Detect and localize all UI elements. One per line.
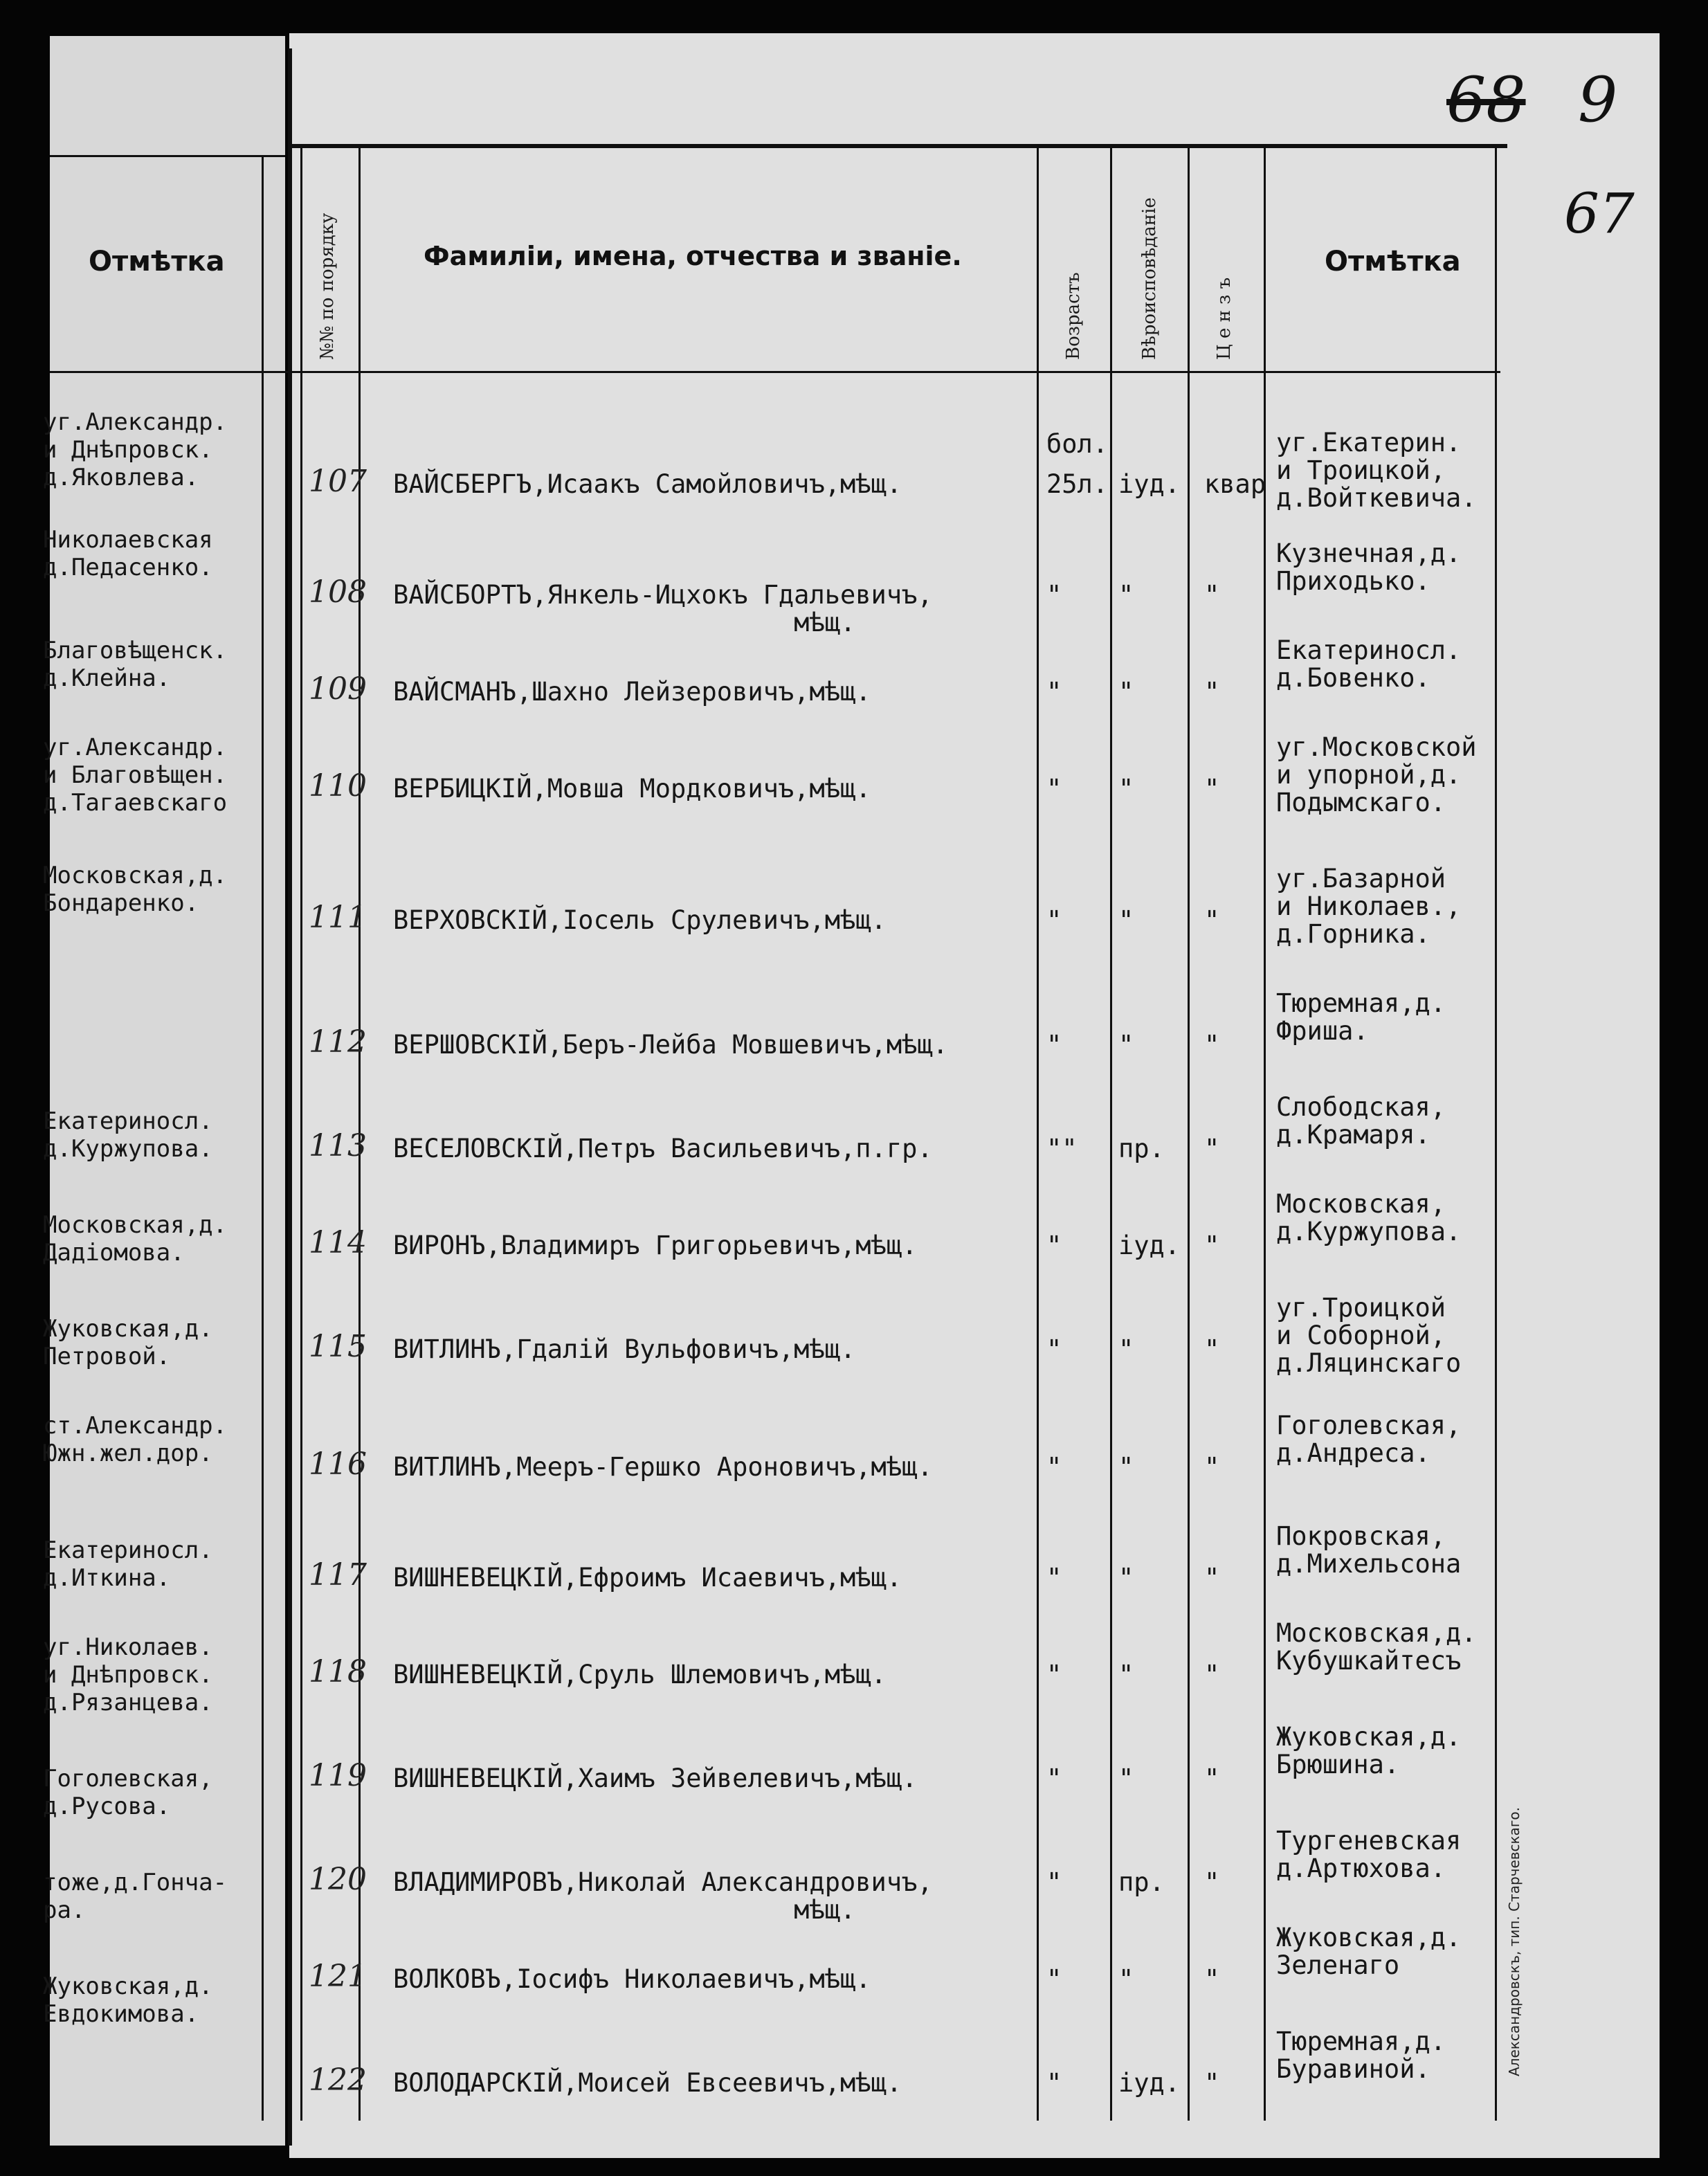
left-address: Жуковская,д.: [43, 1973, 213, 2000]
age-value: ": [1046, 1867, 1062, 1897]
left-address: и Благовѣщен.: [43, 761, 228, 789]
cens-value: ": [1204, 1764, 1220, 1793]
address-remark: д.Бовенко.: [1276, 663, 1430, 693]
rule-name-right: [1037, 148, 1039, 2121]
left-remark-header: Отмѣтка: [89, 246, 225, 278]
rule-religion-right: [1188, 148, 1190, 2121]
person-name: ВАЙСБОРТЪ,Янкель-Ицхокъ Гдальевичъ,: [393, 580, 933, 610]
left-address: и Днѣпровск.: [43, 436, 213, 464]
address-remark: д.Андреса.: [1276, 1438, 1430, 1468]
religion-value: іуд.: [1118, 2068, 1181, 2098]
row-number: 115: [309, 1329, 367, 1364]
left-address: ра.: [43, 1896, 86, 1924]
address-remark: Слободская,: [1276, 1092, 1446, 1122]
left-address: Благовѣщенск.: [43, 637, 228, 664]
row-number: 120: [309, 1862, 367, 1897]
address-remark: Тюремная,д.: [1276, 2027, 1446, 2056]
age-value: ": [1046, 1334, 1062, 1364]
address-remark: Покровская,: [1276, 1521, 1446, 1551]
left-address: уг.Николаев.: [43, 1633, 213, 1661]
address-remark: Буравиной.: [1276, 2054, 1430, 2084]
cens-value: ": [1204, 905, 1220, 935]
row-number: 121: [309, 1959, 367, 1994]
left-address: уг.Александр.: [43, 734, 228, 761]
address-remark: Тургеневская: [1276, 1826, 1462, 1856]
left-address: д.Тагаевскаго: [43, 789, 228, 817]
address-remark: Московская,: [1276, 1189, 1446, 1219]
row-number: 109: [309, 671, 367, 707]
number-column-header: №№ по порядку: [317, 212, 338, 360]
row-number: 111: [309, 900, 367, 935]
address-remark: Московская,д.: [1276, 1618, 1477, 1648]
age-value: ": [1046, 580, 1062, 610]
left-address: Жуковская,д.: [43, 1315, 213, 1343]
price-column-header: Ц е н з ъ: [1214, 277, 1235, 360]
left-top-rule: [50, 155, 285, 157]
address-remark: Брюшина.: [1276, 1750, 1400, 1779]
address-remark: Тюремная,д.: [1276, 988, 1446, 1018]
top-rule: [289, 144, 1507, 148]
person-name: ВАЙСМАНЪ,Шахно Лейзеровичъ,мѣщ.: [393, 677, 871, 707]
row-number: 113: [309, 1128, 367, 1163]
age-column-header: Возрастъ: [1063, 272, 1084, 360]
age-value: ": [1046, 905, 1062, 935]
age-value: ": [1046, 1764, 1062, 1793]
person-name: ВОЛОДАРСКІЙ,Моисей Евсеевичъ,мѣщ.: [393, 2068, 902, 2098]
cens-value: ": [1204, 1452, 1220, 1482]
religion-value: ": [1118, 677, 1134, 707]
cens-value: ": [1204, 1867, 1220, 1897]
left-address: ст.Александр.: [43, 1412, 228, 1440]
left-address: д.Клейна.: [43, 664, 171, 692]
religion-value: ": [1118, 1334, 1134, 1364]
cens-value: ": [1204, 1134, 1220, 1163]
left-address: д.Куржупова.: [43, 1135, 213, 1163]
person-name: мѣщ.: [393, 608, 856, 637]
religion-value: ": [1118, 1764, 1134, 1793]
row-number: 112: [309, 1024, 367, 1060]
person-name: ВИШНЕВЕЦКІЙ,Ефроимъ Исаевичъ,мѣщ.: [393, 1563, 902, 1593]
religion-column-header: Вѣроисповѣданіе: [1139, 197, 1160, 360]
row-number: 114: [309, 1225, 367, 1260]
address-remark: и Троицкой,: [1276, 455, 1446, 485]
person-name: ВЕРХОВСКІЙ,Іосель Срулевичъ,мѣщ.: [393, 905, 887, 935]
address-remark: Жуковская,д.: [1276, 1923, 1462, 1952]
left-address: д.Рязанцева.: [43, 1689, 213, 1716]
religion-value: ": [1118, 1030, 1134, 1060]
row-number: 117: [309, 1557, 367, 1593]
address-remark: д.Михельсона: [1276, 1549, 1462, 1579]
address-remark: и Соборной,: [1276, 1321, 1446, 1350]
left-address: д.Русова.: [43, 1793, 171, 1820]
person-name: ВЕРБИЦКІЙ,Мовша Мордковичъ,мѣщ.: [393, 774, 871, 804]
address-remark: Екатериносл.: [1276, 635, 1462, 665]
left-address: Екатериносл.: [43, 1536, 213, 1564]
cens-value: ": [1204, 580, 1220, 610]
left-address: Екатериносл.: [43, 1107, 213, 1135]
address-remark: уг.Базарной: [1276, 864, 1446, 894]
religion-value: ": [1118, 1964, 1134, 1994]
person-name: ВЕСЕЛОВСКІЙ,Петръ Васильевичъ,п.гр.: [393, 1134, 933, 1163]
cens-value: ": [1204, 774, 1220, 804]
person-name: ВИШНЕВЕЦКІЙ,Хаимъ Зейвелевичъ,мѣщ.: [393, 1764, 918, 1793]
person-name: ВИТЛИНЪ,Мееръ-Гершко Ароновичъ,мѣщ.: [393, 1452, 933, 1482]
religion-value: ": [1118, 1452, 1134, 1482]
rule-remark-right: [1495, 148, 1497, 2121]
name-column-header: Фамиліи, имена, отчества и званіе.: [424, 241, 962, 271]
left-address: д.Иткина.: [43, 1564, 171, 1592]
left-address: Московская,д.: [43, 1211, 228, 1239]
religion-value: ": [1118, 1660, 1134, 1689]
cens-value: ": [1204, 1231, 1220, 1260]
right-remark-header: Отмѣтка: [1325, 246, 1461, 278]
cens-value: ": [1204, 2068, 1220, 2098]
religion-value: іуд.: [1118, 1231, 1181, 1260]
religion-value: ": [1118, 580, 1134, 610]
age-value: ": [1046, 1964, 1062, 1994]
cens-value: ": [1204, 1334, 1220, 1364]
left-address: Гоголевская,: [43, 1765, 213, 1793]
address-remark: и упорной,д.: [1276, 760, 1462, 790]
age-value: "": [1046, 1134, 1078, 1163]
age-value: ": [1046, 1660, 1062, 1689]
previous-page-fragment: [50, 36, 285, 2146]
person-name: ВОЛКОВЪ,Іосифъ Николаевичъ,мѣщ.: [393, 1964, 871, 1994]
row-number: 118: [309, 1654, 367, 1689]
address-remark: и Николаев.,: [1276, 891, 1462, 921]
age-value: ": [1046, 1030, 1062, 1060]
address-remark: Приходько.: [1276, 566, 1430, 596]
left-address: Московская,д.: [43, 862, 228, 889]
address-remark: Кубушкайтесъ: [1276, 1646, 1462, 1676]
address-remark: д.Артюхова.: [1276, 1853, 1446, 1883]
cens-value: ": [1204, 1563, 1220, 1593]
address-remark: д.Войткевича.: [1276, 483, 1477, 513]
age-note: бол.: [1046, 429, 1109, 459]
cens-value: ": [1204, 677, 1220, 707]
left-address: д.Педасенко.: [43, 554, 213, 581]
page-number-new: 9: [1578, 64, 1618, 136]
person-name: ВЛАДИМИРОВЪ,Николай Александровичъ,: [393, 1867, 933, 1897]
person-name: ВЕРШОВСКІЙ,Беръ-Лейба Мовшевичъ,мѣщ.: [393, 1030, 948, 1060]
cens-value: ": [1204, 1660, 1220, 1689]
page-number-old: 68: [1446, 64, 1526, 136]
left-address: Николаевская: [43, 526, 213, 554]
left-address: Дадіомова.: [43, 1239, 185, 1267]
person-name: ВИШНЕВЕЦКІЙ,Сруль Шлемовичъ,мѣщ.: [393, 1660, 887, 1689]
age-value: ": [1046, 1231, 1062, 1260]
header-bottom-rule: [50, 371, 1500, 373]
left-address: Евдокимова.: [43, 2000, 199, 2028]
address-remark: Фриша.: [1276, 1016, 1369, 1046]
person-name: мѣщ.: [393, 1895, 856, 1925]
rule-price-right: [1264, 148, 1266, 2121]
religion-value: іуд.: [1118, 469, 1181, 499]
cens-value: ": [1204, 1964, 1220, 1994]
religion-value: ": [1118, 1563, 1134, 1593]
left-address: Бондаренко.: [43, 889, 199, 917]
row-number: 107: [309, 464, 367, 499]
address-remark: уг.Троицкой: [1276, 1293, 1446, 1323]
address-remark: д.Крамаря.: [1276, 1120, 1430, 1150]
religion-value: пр.: [1118, 1134, 1165, 1163]
person-name: ВИТЛИНЪ,Гдалій Вульфовичъ,мѣщ.: [393, 1334, 856, 1364]
row-number: 116: [309, 1447, 367, 1482]
address-remark: Гоголевская,: [1276, 1411, 1462, 1440]
address-remark: д.Ляцинскаго: [1276, 1348, 1462, 1378]
cens-value: ": [1204, 1030, 1220, 1060]
age-value: ": [1046, 774, 1062, 804]
rule-number-left: [300, 148, 302, 2121]
left-fragment-rule: [262, 155, 264, 2121]
row-number: 119: [309, 1758, 367, 1793]
religion-value: ": [1118, 905, 1134, 935]
rule-age-right: [1110, 148, 1112, 2121]
binding-rule: [288, 48, 292, 2146]
address-remark: д.Горника.: [1276, 919, 1430, 949]
left-address: Петровой.: [43, 1343, 171, 1370]
row-number: 108: [309, 574, 367, 610]
printer-imprint: Александровскъ, тип. Старчевскаго.: [1506, 1807, 1523, 2076]
person-name: ВИРОНЪ,Владимиръ Григорьевичъ,мѣщ.: [393, 1231, 918, 1260]
age-value: ": [1046, 677, 1062, 707]
address-remark: уг.Московской: [1276, 732, 1477, 762]
person-name: ВАЙСБЕРГЪ,Исаакъ Самойловичъ,мѣщ.: [393, 469, 902, 499]
left-address: д.Яковлева.: [43, 464, 199, 491]
religion-value: пр.: [1118, 1867, 1165, 1897]
address-remark: Кузнечная,д.: [1276, 538, 1462, 568]
cens-value: квар: [1204, 469, 1266, 499]
row-number: 110: [309, 768, 367, 804]
left-address: Южн.жел.дор.: [43, 1440, 213, 1467]
address-remark: Подымскаго.: [1276, 788, 1446, 817]
age-value: ": [1046, 1563, 1062, 1593]
age-value: ": [1046, 1452, 1062, 1482]
religion-value: ": [1118, 774, 1134, 804]
left-address: уг.Александр.: [43, 408, 228, 436]
page-number-stamp: 67: [1564, 181, 1635, 246]
age-value: ": [1046, 2068, 1062, 2098]
age-value: 25л.: [1046, 469, 1109, 499]
left-address: и Днѣпровск.: [43, 1661, 213, 1689]
address-remark: Жуковская,д.: [1276, 1722, 1462, 1752]
left-address: тоже,д.Гонча-: [43, 1869, 228, 1896]
row-number: 122: [309, 2062, 367, 2098]
address-remark: уг.Екатерин.: [1276, 428, 1462, 457]
address-remark: д.Куржупова.: [1276, 1217, 1462, 1246]
address-remark: Зеленаго: [1276, 1950, 1400, 1980]
